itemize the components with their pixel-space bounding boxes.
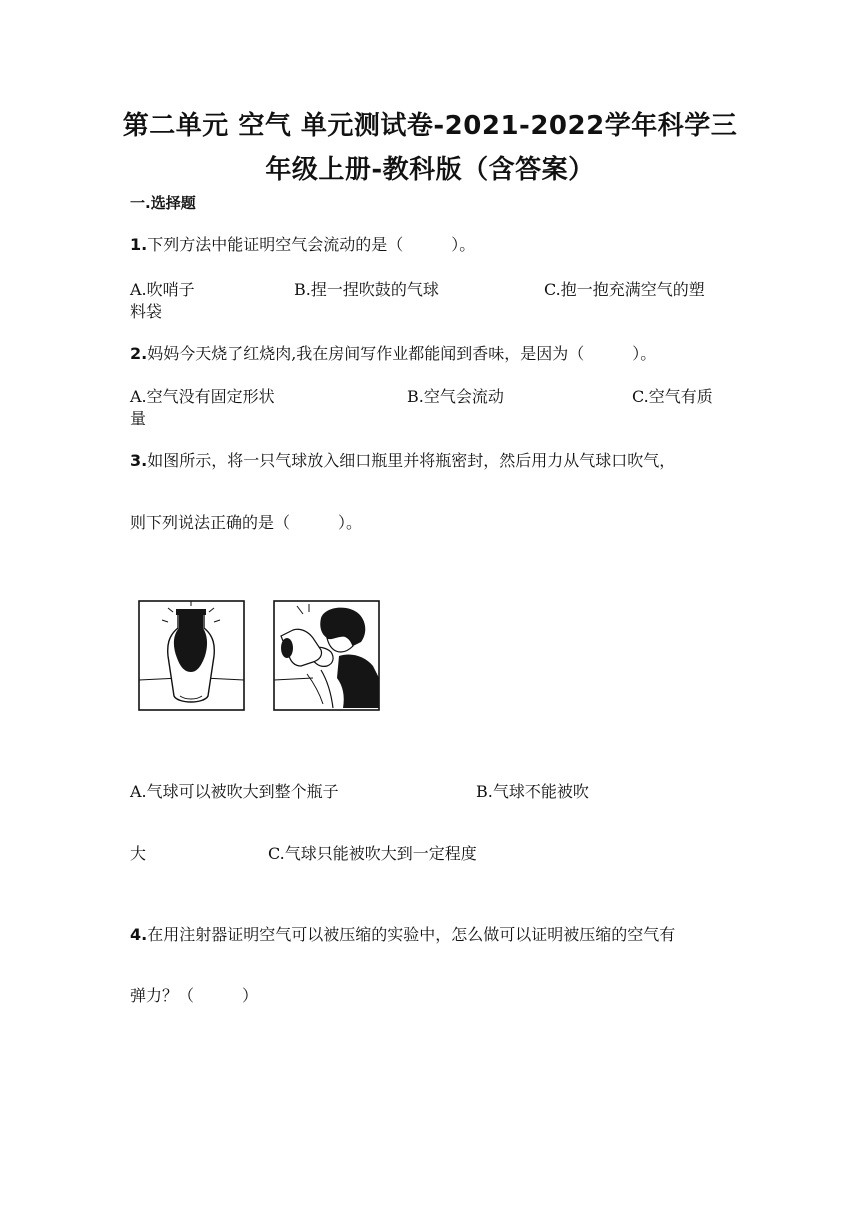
- question-text-line-1: 在用注射器证明空气可以被压缩的实验中，怎么做可以证明被压缩的空气有: [147, 925, 676, 944]
- option-2c: C.空气有质: [632, 387, 713, 406]
- section-heading: 一.选择题: [130, 194, 196, 212]
- option-2c-wrap: 量: [130, 409, 147, 428]
- person-blowing-illustration: [273, 600, 381, 712]
- question-text-line-1: 如图所示，将一只气球放入细口瓶里并将瓶密封，然后用力从气球口吹气，: [147, 451, 676, 470]
- question-2: [130, 343, 656, 365]
- question-number: 1.: [130, 235, 148, 254]
- question-4: [130, 924, 675, 946]
- option-3b-wrap: 大: [130, 844, 147, 863]
- question-number: 3.: [130, 451, 148, 470]
- option-3b: B.气球不能被吹: [476, 782, 589, 801]
- question-3-line-2: 则下列说法正确的是（ ）。: [130, 513, 363, 532]
- bottle-balloon-illustration: [138, 600, 246, 712]
- question-1: [130, 234, 475, 256]
- document-title: [120, 104, 740, 192]
- question-number: 2.: [130, 344, 148, 363]
- option-1c-wrap: 料袋: [130, 302, 163, 321]
- option-3c: C.气球只能被吹大到一定程度: [268, 844, 477, 863]
- option-1c: C.抱一抱充满空气的塑: [544, 280, 705, 299]
- question-3: [130, 450, 675, 472]
- question-number: 4.: [130, 925, 148, 944]
- option-2a: A.空气没有固定形状: [130, 387, 275, 406]
- option-2b: B.空气会流动: [407, 387, 504, 406]
- question-text: 下列方法中能证明空气会流动的是（ ）。: [147, 235, 476, 254]
- question-text: 妈妈今天烧了红烧肉,我在房间写作业都能闻到香味，是因为（ ）。: [147, 344, 657, 363]
- option-1b: B.捏一捏吹鼓的气球: [294, 280, 439, 299]
- option-1a: A.吹哨子: [130, 280, 195, 299]
- title-line-1: 第二单元 空气 单元测试卷-2021-2022学年科学三: [122, 111, 738, 141]
- title-line-2: 年级上册-教科版（含答案）: [265, 155, 595, 185]
- option-3a: A.气球可以被吹大到整个瓶子: [130, 782, 339, 801]
- question-4-line-2: 弹力？（ ）: [130, 986, 259, 1005]
